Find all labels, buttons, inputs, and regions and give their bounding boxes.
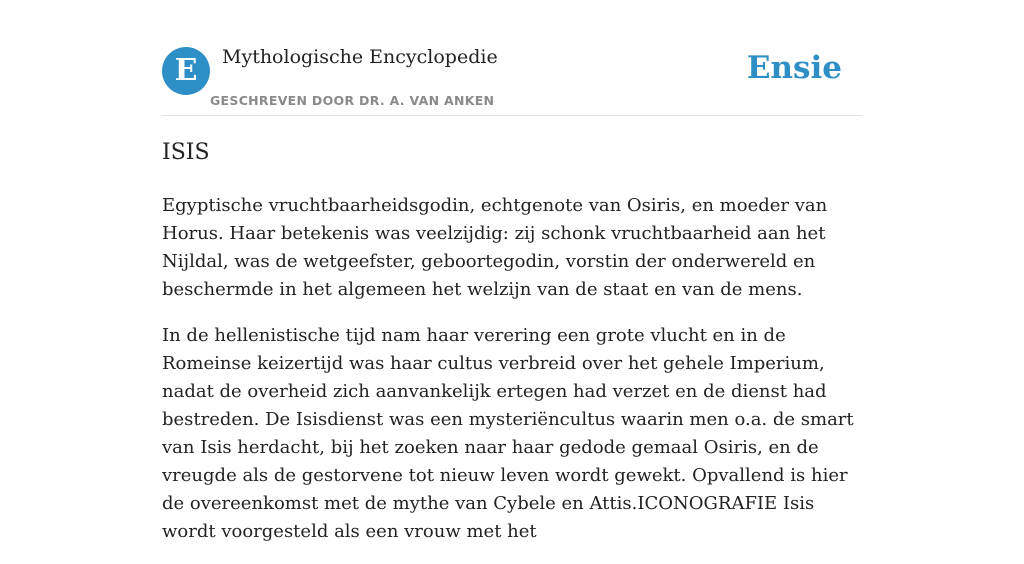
site-header	[162, 0, 862, 116]
article-paragraph-2: In de hellenistische tijd nam haar verering een grote vlucht en in de Romeinse keizertijd was haar cultus verbreid over het gehele Imperium, nadat de overheid zich aanvankelijk ertegen had verzet en de dienst had bestreden. De Isisdienst was een mysteriëncultus waarin men o.a. de smart van Isis herdacht, bij het zoeken naar haar gedode gemaal Osiris, en de vreugde als de gestorvene tot nieuw leven wordt gewekt. Opvallend is hier de overeenkomst met de mythe van Cybele en Attis.ICONOGRAFIE Isis wordt voorgesteld als een vrouw met het	[162, 325, 854, 542]
author-byline: GESCHREVEN DOOR DR. A. VAN ANKEN	[210, 93, 495, 108]
article-title: ISIS	[162, 140, 210, 165]
article-body	[162, 192, 862, 564]
source-title-link[interactable]: Mythologische Encyclopedie	[222, 46, 498, 68]
article-paragraph-1: Egyptische vruchtbaarheidsgodin, echtgenote van Osiris, en moeder van Horus. Haar betekenis was veelzijdig: zij schonk vruchtbaarheid aan het Nijldal, was de wetgeefster, geboortegodin, vorstin der onderwereld en beschermde in het algemeen het welzijn van de staat en van de mens.	[162, 195, 828, 300]
ensie-brand-logo[interactable]: Ensie	[746, 50, 842, 86]
encyclopedia-logo-icon[interactable]: E	[162, 47, 210, 95]
